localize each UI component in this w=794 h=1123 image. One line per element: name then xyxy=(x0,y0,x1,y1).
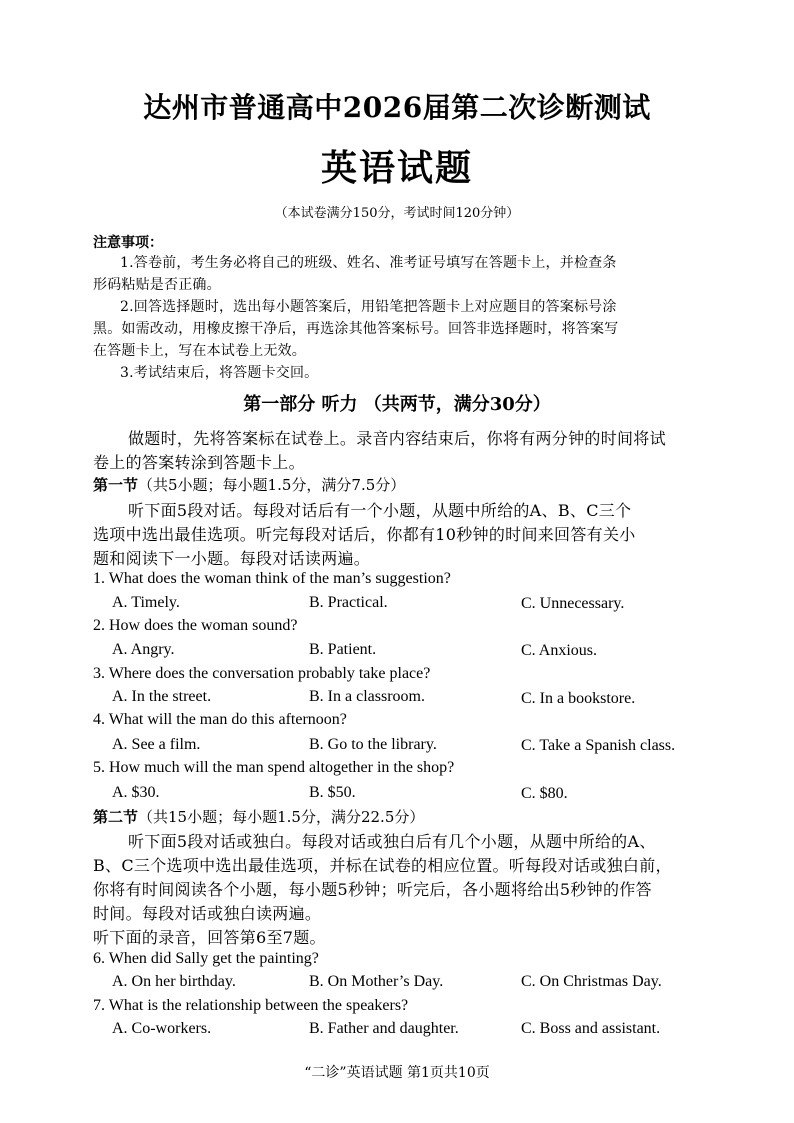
option-a: A. Co-workers. xyxy=(112,1020,212,1037)
option-b: B. $50. xyxy=(309,784,356,801)
question-stem: 5. How much will the man spend altogether in the shop? xyxy=(93,759,455,776)
section1-instruction: 选项中选出最佳选项。听完每段对话后，你都有10秒钟的时间来回答有关小 xyxy=(93,525,636,544)
question-stem: 1. What does the woman think of the man’s suggestion? xyxy=(93,570,451,587)
section1-header xyxy=(93,474,405,495)
section1-label: 第一节 xyxy=(93,476,139,494)
option-a: A. Angry. xyxy=(112,641,175,658)
option-b: B. Practical. xyxy=(309,594,388,611)
option-a: A. See a film. xyxy=(112,736,201,753)
section2-header xyxy=(93,806,424,827)
notice-line: 1.答卷前，考生务必将自己的班级、姓名、准考证号填写在答题卡上，并检查条 xyxy=(120,255,617,271)
option-a: A. Timely. xyxy=(112,594,180,611)
option-b: B. Father and daughter. xyxy=(309,1020,459,1037)
option-b: B. Patient. xyxy=(309,641,377,658)
question-stem: 2. How does the woman sound? xyxy=(93,617,298,634)
question-stem: 3. Where does the conversation probably take place? xyxy=(93,665,431,682)
exam-info: （本试卷满分150分，考试时间120分钟） xyxy=(274,206,520,221)
subject-title: 英语试题 xyxy=(320,147,473,189)
section1-instruction: 听下面5段对话。每段对话后有一个小题，从题中所给的A、B、C三个 xyxy=(128,501,632,520)
page-footer: “二诊”英语试题 第1页共10页 xyxy=(304,1065,490,1081)
notice-line: 2.回答选择题时，选出每小题答案后，用铅笔把答题卡上对应题目的答案标号涂 xyxy=(120,299,617,315)
option-a: A. $30. xyxy=(112,784,160,801)
section2-label: 第二节 xyxy=(93,808,139,826)
section2-instruction: B、C三个选项中选出最佳选项，并标在试卷的相应位置。听每段对话或独白前， xyxy=(93,856,672,875)
exam-title: 达州市普通高中2026届第二次诊断测试 xyxy=(143,91,651,124)
option-c: C. In a bookstore. xyxy=(521,690,636,707)
section1-info: （共5小题；每小题1.5分，满分7.5分） xyxy=(138,476,406,494)
group-prompt: 听下面的录音，回答第6至7题。 xyxy=(93,928,326,947)
section2-instruction: 时间。每段对话或独白读两遍。 xyxy=(93,904,322,923)
section2-instruction: 你将有时间阅读各个小题，每小题5秒钟；听完后，各小题将给出5秒钟的作答 xyxy=(93,880,652,899)
option-c: C. On Christmas Day. xyxy=(521,973,662,990)
part1-title: 第一部分 听力 （共两节，满分30分） xyxy=(243,394,551,415)
option-a: A. On her birthday. xyxy=(112,973,236,990)
option-c: C. Anxious. xyxy=(521,642,598,659)
section2-info: （共15小题；每小题1.5分，满分22.5分） xyxy=(138,808,425,826)
option-c: C. Unnecessary. xyxy=(521,595,625,612)
question-stem: 7. What is the relationship between the speakers? xyxy=(93,997,409,1014)
notice-heading: 注意事项： xyxy=(93,235,163,251)
notice-line: 黑。如需改动，用橡皮擦干净后，再选涂其他答案标号。回答非选择题时，将答案写 xyxy=(93,321,619,337)
option-b: B. Go to the library. xyxy=(309,736,437,753)
question-stem: 6. When did Sally get the painting? xyxy=(93,950,319,967)
option-b: B. On Mother’s Day. xyxy=(309,973,444,990)
option-c: C. Boss and assistant. xyxy=(521,1020,661,1037)
option-a: A. In the street. xyxy=(112,688,212,705)
section1-instruction: 题和阅读下一小题。每段对话读两遍。 xyxy=(93,549,371,568)
notice-line: 形码粘贴是否正确。 xyxy=(93,277,221,293)
option-c: C. Take a Spanish class. xyxy=(521,737,676,754)
part1-intro: 做题时，先将答案标在试卷上。录音内容结束后，你将有两分钟的时间将试 xyxy=(128,429,666,448)
section2-instruction: 听下面5段对话或独白。每段对话或独白后有几个小题，从题中所给的A、 xyxy=(128,832,656,851)
question-stem: 4. What will the man do this afternoon? xyxy=(93,711,347,728)
part1-intro: 卷上的答案转涂到答题卡上。 xyxy=(93,453,305,472)
notice-line: 在答题卡上，写在本试卷上无效。 xyxy=(93,343,306,359)
option-b: B. In a classroom. xyxy=(309,688,425,705)
notice-line: 3.考试结束后，将答题卡交回。 xyxy=(120,365,319,381)
option-c: C. $80. xyxy=(521,785,568,802)
